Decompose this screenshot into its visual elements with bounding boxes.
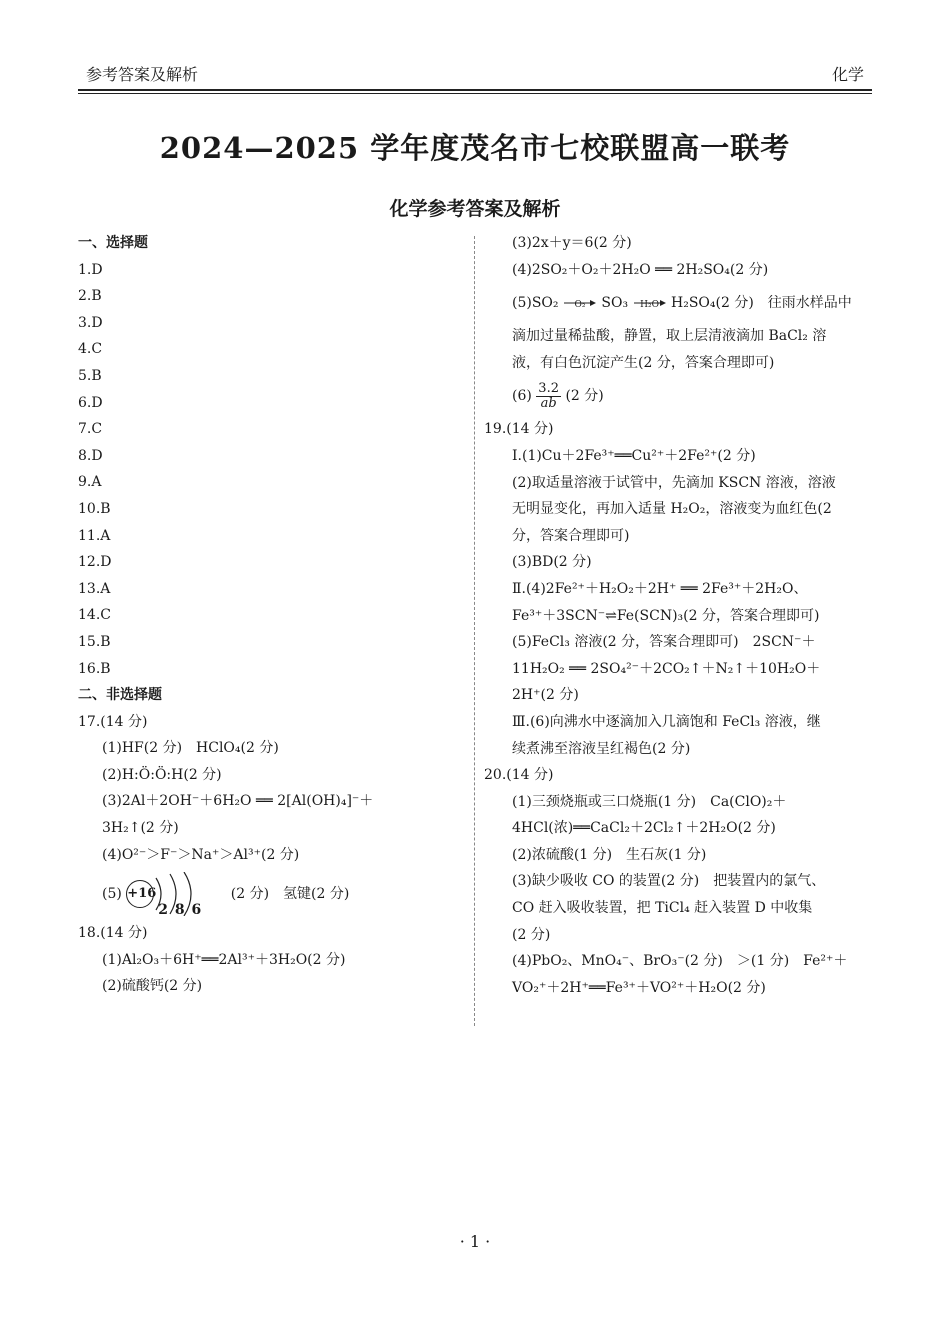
answer-line: 滴加过量稀盐酸，静置，取上层清液滴加 BaCl₂ 溶 — [512, 328, 827, 345]
header-rule-thick — [78, 89, 872, 91]
document-subtitle: 化学参考答案及解析 — [389, 198, 561, 220]
answer-line: (3)缺少吸收 CO 的装置(2 分) 把装置内的氯气、 — [512, 873, 826, 890]
section-heading: 二、非选择题 — [78, 687, 162, 704]
answer-line: (4)2SO₂＋O₂＋2H₂O ══ 2H₂SO₄(2 分) — [512, 261, 769, 278]
sulfur-atom-diagram — [126, 872, 226, 919]
answer-line: 14.C — [78, 607, 111, 624]
question-heading: 18.(14 分) — [78, 925, 148, 942]
answer-line: (2)H:Ö:Ö:H(2 分) — [102, 766, 222, 783]
page-header — [78, 58, 872, 88]
answer-line: Fe³⁺＋3SCN⁻⇌Fe(SCN)₃(2 分，答案合理即可) — [512, 607, 820, 624]
answer-line: 分，答案合理即可) — [512, 527, 630, 544]
fraction-numerator: 3.2 — [538, 380, 559, 396]
answer-line: (2)取适量溶液于试管中，先滴加 KSCN 溶液，溶液 — [512, 474, 836, 491]
answer-line: (3)2x＋y＝6(2 分) — [512, 235, 632, 251]
answer-line: 12.D — [78, 554, 112, 571]
answer-line: (2)硫酸钙(2 分) — [102, 978, 203, 995]
reaction-arrow — [633, 296, 667, 310]
arrow-reagent: H₂O — [640, 300, 659, 311]
item-number: (6) — [512, 388, 532, 405]
answer-line: 1.D — [78, 261, 103, 278]
answer-line: (5)FeCl₃ 溶液(2 分，答案合理即可) 2SCN⁻＋ — [512, 634, 816, 651]
section-heading: 一、选择题 — [78, 235, 148, 251]
fraction-denominator: ab — [540, 395, 557, 411]
answer-line: 无明显变化，再加入适量 H₂O₂，溶液变为血红色(2 — [512, 501, 832, 518]
answer-line: (1)三颈烧瓶或三口烧瓶(1 分) Ca(ClO)₂＋ — [512, 793, 787, 810]
answer-line: 5.B — [78, 367, 102, 384]
reaction-arrow — [563, 296, 597, 310]
question-heading: 19.(14 分) — [484, 421, 554, 438]
answer-line: VO₂⁺＋2H⁺══Fe³⁺＋VO²⁺＋H₂O(2 分) — [512, 979, 766, 996]
question-heading: 20.(14 分) — [484, 767, 554, 784]
answer-line: Ⅰ.(1)Cu＋2Fe³⁺══Cu²⁺＋2Fe²⁺(2 分) — [512, 447, 756, 464]
left-column — [78, 230, 468, 1000]
answer-text: (2 分) 氢键(2 分) — [230, 886, 350, 903]
answer-line: 8.D — [78, 447, 103, 464]
answer-line: 4.C — [78, 341, 103, 358]
atom-structure-line — [78, 868, 468, 920]
answer-line: (1)Al₂O₃＋6H⁺══2Al³⁺＋3H₂O(2 分) — [102, 951, 346, 968]
question-heading: 17.(14 分) — [78, 713, 148, 730]
answer-line: 4HCl(浓)══CaCl₂＋2Cl₂↑＋2H₂O(2 分) — [512, 820, 776, 837]
answer-line: 续煮沸至溶液呈红褐色(2 分) — [512, 740, 691, 757]
answer-line: 3.D — [78, 314, 103, 331]
header-left-label: 参考答案及解析 — [86, 65, 199, 84]
answer-line: 11H₂O₂ ══ 2SO₄²⁻＋2CO₂↑＋N₂↑＋10H₂O＋ — [512, 660, 821, 677]
answer-text: SO₃ — [601, 295, 629, 312]
electron-counts: 2 8 6 — [158, 902, 203, 919]
fraction — [536, 382, 561, 411]
answer-line: 7.C — [78, 421, 103, 438]
answer-line: 15.B — [78, 633, 111, 650]
header-rule-thin — [78, 93, 872, 94]
answer-line: (4)O²⁻＞F⁻＞Na⁺＞Al³⁺(2 分) — [102, 846, 300, 863]
answer-line: 11.A — [78, 527, 111, 544]
item-number: (5) — [102, 886, 122, 903]
answer-line: 液，有白色沉淀产生(2 分，答案合理即可) — [512, 354, 775, 371]
reaction-chain-line — [484, 283, 874, 323]
answer-line: 10.B — [78, 500, 111, 517]
atom-nucleus: +16 — [126, 880, 154, 908]
column-divider — [474, 236, 475, 1026]
right-column — [484, 230, 874, 1001]
document-title: 2024—2025 学年度茂名市七校联盟高一联考 — [159, 131, 791, 165]
answer-line: 9.A — [78, 474, 102, 491]
answer-line: 2H⁺(2 分) — [512, 687, 579, 704]
fraction-answer-line — [484, 376, 874, 416]
answer-line: 6.D — [78, 394, 103, 411]
answer-line: (3)BD(2 分) — [512, 554, 592, 571]
answer-line: (2 分) — [512, 926, 551, 943]
answer-line: (4)PbO₂、MnO₄⁻、BrO₃⁻(2 分) ＞(1 分) Fe²⁺＋ — [512, 953, 848, 970]
answer-text: H₂SO₄(2 分) 往雨水样品中 — [671, 295, 852, 312]
answer-line: Ⅱ.(4)2Fe²⁺＋H₂O₂＋2H⁺ ══ 2Fe³⁺＋2H₂O、 — [512, 580, 808, 597]
answer-line: (3)2Al＋2OH⁻＋6H₂O ══ 2[Al(OH)₄]⁻＋ — [102, 793, 374, 810]
answer-line: 16.B — [78, 660, 111, 677]
answer-text: (2 分) — [565, 388, 604, 405]
answer-line: (1)HF(2 分) HClO₄(2 分) — [102, 740, 279, 757]
page-number: · 1 · — [459, 1232, 491, 1251]
answer-line: (2)浓硫酸(1 分) 生石灰(1 分) — [512, 846, 707, 863]
answer-line: Ⅲ.(6)向沸水中逐滴加入几滴饱和 FeCl₃ 溶液，继 — [512, 713, 821, 730]
answer-line: 2.B — [78, 288, 102, 305]
header-subject-label: 化学 — [831, 65, 864, 84]
arrow-reagent: O₂ — [574, 300, 586, 311]
answer-text: (5)SO₂ — [512, 295, 559, 312]
answer-line: 3H₂↑(2 分) — [102, 820, 179, 837]
answer-line: 13.A — [78, 580, 111, 597]
answer-line: CO 赶入吸收装置，把 TiCl₄ 赶入装置 D 中收集 — [512, 900, 813, 917]
